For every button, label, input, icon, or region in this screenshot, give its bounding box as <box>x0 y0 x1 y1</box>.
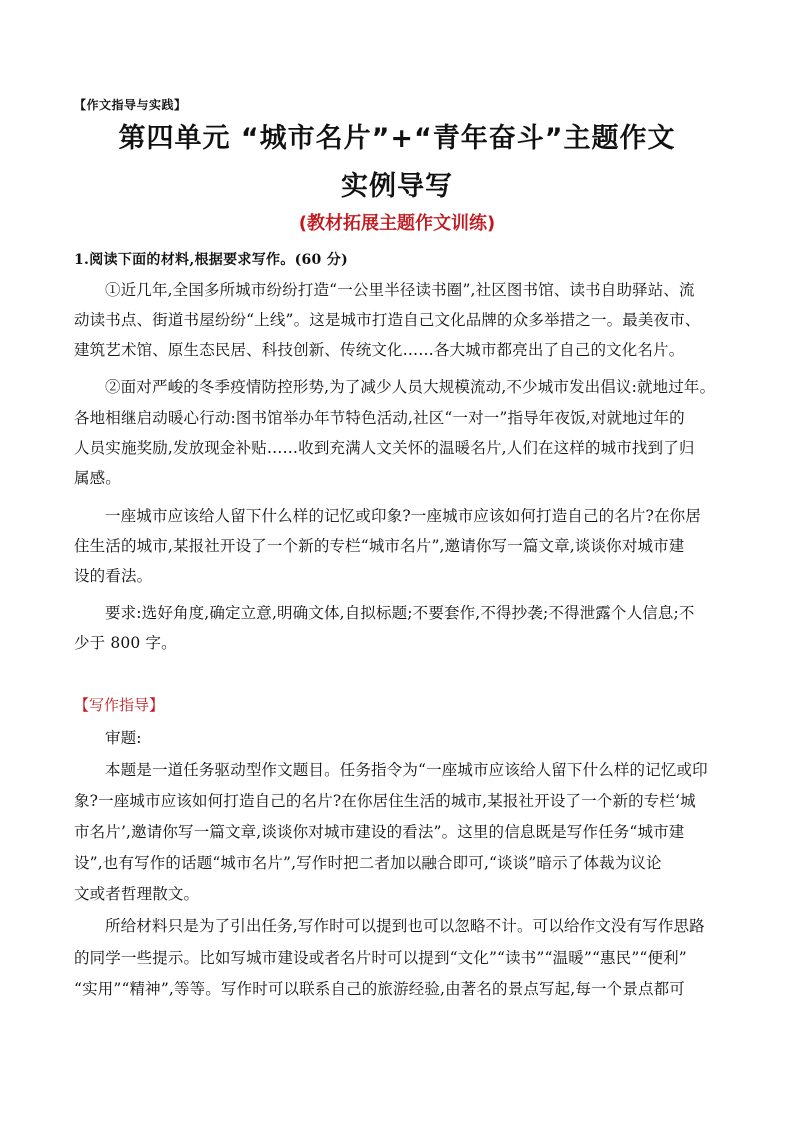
prompt-line: 住生活的城市,某报社开设了一个新的专栏“城市名片”,邀请你写一篇文章,谈谈你对城市建 <box>74 537 685 555</box>
material-line: 人员实施奖励,发放现金补贴……收到充满人文关怀的温暖名片,人们在这样的城市找到了归 <box>74 439 695 457</box>
page-title-line2: 实例导写 <box>341 171 453 202</box>
guide-line: 设”,也有写作的话题“城市名片”,写作时把二者加以融合即可,“谈谈”暗示了体裁为议论 <box>74 854 662 872</box>
guide-line: 市名片’,邀请你写一篇文章,谈谈你对城市建设的看法”。这里的信息既是写作任务“城市建 <box>74 823 685 841</box>
requirement-line: 要求:选好角度,确定立意,明确文体,自拟标题;不要套作,不得抄袭;不得泄露个人信息;不 <box>105 604 695 622</box>
material-line: ②面对严峻的冬季疫情防控形势,为了减少人员大规模流动,不少城市发出倡议:就地过年。 <box>105 378 716 396</box>
material-line: 各地相继启动暖心行动:图书馆举办年节特色活动,社区“一对一”指导年夜饭,对就地过年的 <box>74 409 685 427</box>
guide-line: 象?一座城市应该如何打造自己的名片?在你居住生活的城市,某报社开设了一个新的专栏‘城 <box>74 792 696 810</box>
question-heading: 1.阅读下面的材料,根据要求写作。(60 分) <box>74 252 348 268</box>
guide-line: 本题是一道任务驱动型作文题目。任务指令为“一座城市应该给人留下什么样的记忆或印 <box>105 761 708 779</box>
guide-line: “实用”“精神”,等等。写作时可以联系自己的旅游经验,由著名的景点写起,每一个景点都可 <box>74 980 685 998</box>
material-line: 动读书点、街道书屋纷纷“上线”。这是城市打造自己文化品牌的众多举措之一。最美夜市、 <box>74 311 701 329</box>
guide-line: 所给材料只是为了引出任务,写作时可以提到也可以忽略不计。可以给作文没有写作思路 <box>105 917 705 935</box>
prompt-line: 设的看法。 <box>74 567 153 585</box>
page-title: 第四单元 “城市名片”+“青年奋斗”主题作文 <box>118 123 676 154</box>
guide-line: 审题: <box>105 729 142 747</box>
writing-guide-heading: 【写作指导】 <box>74 696 165 714</box>
section-tag: 【作文指导与实践】 <box>74 98 187 112</box>
guide-line: 文或者哲理散文。 <box>74 885 200 903</box>
prompt-line: 一座城市应该给人留下什么样的记忆或印象?一座城市应该如何打造自己的名片?在你居 <box>105 507 701 525</box>
material-line: ①近几年,全国多所城市纷纷打造“一公里半径读书圈”,社区图书馆、读书自助驿站、流 <box>105 281 695 299</box>
material-line: 建筑艺术馆、原生态民居、科技创新、传统文化……各大城市都亮出了自己的文化名片。 <box>74 341 685 359</box>
requirement-line: 少于 800 字。 <box>74 634 177 652</box>
guide-line: 的同学一些提示。比如写城市建设或者名片时可以提到“文化”“读书”“温暖”“惠民”“便利” <box>74 949 687 967</box>
material-line: 属感。 <box>74 469 121 487</box>
page-subtitle: (教材拓展主题作文训练) <box>298 213 496 234</box>
